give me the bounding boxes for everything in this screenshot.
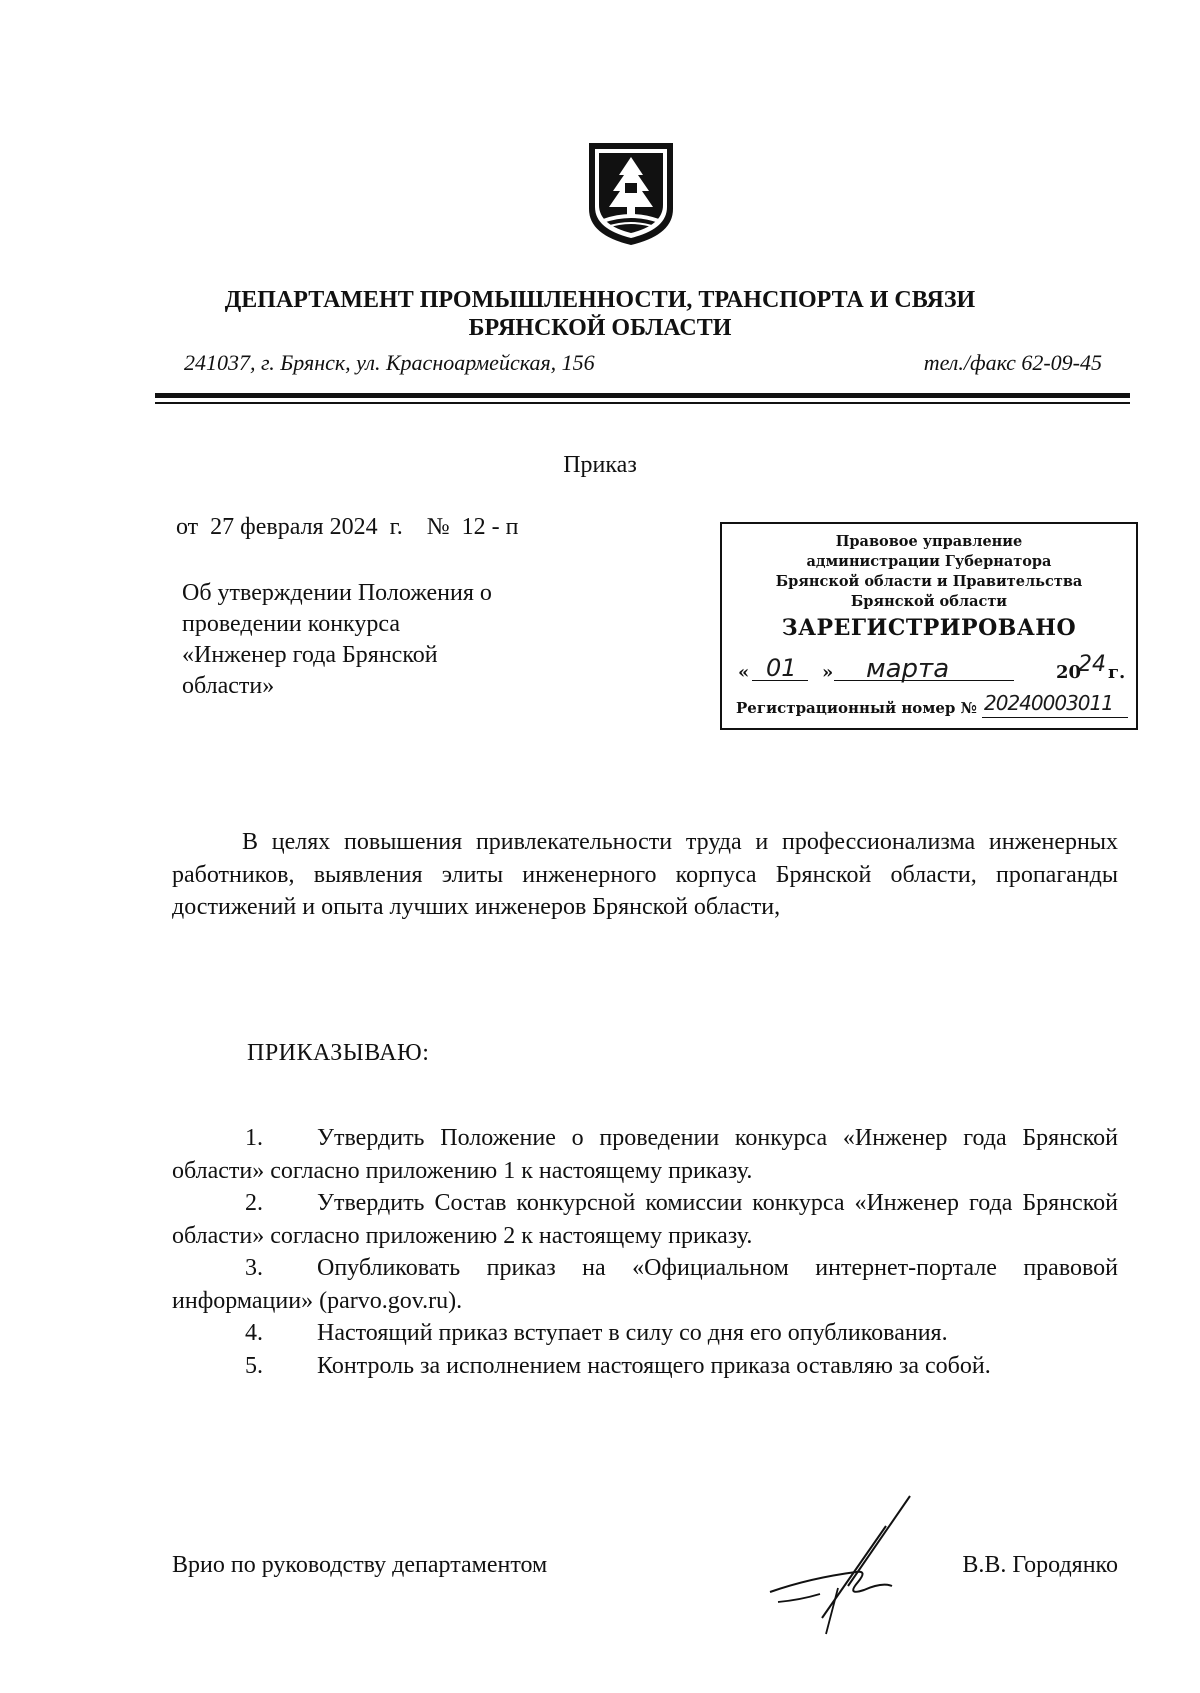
item-number: 2. bbox=[245, 1190, 263, 1216]
stamp-org-line: администрации Губернатора bbox=[806, 553, 1052, 570]
item-number: 5. bbox=[245, 1353, 263, 1379]
subject-line: проведении конкурса bbox=[182, 611, 400, 637]
stamp-org-line: Брянской области и Правительства bbox=[775, 573, 1083, 590]
stamp-reg-label: Регистрационный номер № bbox=[736, 699, 977, 717]
order-item bbox=[172, 1317, 1118, 1350]
department-phone: тел./факс 62-09-45 bbox=[923, 350, 1102, 375]
order-item bbox=[172, 1252, 1118, 1317]
header-divider-thin bbox=[155, 402, 1130, 404]
item-text: Настоящий приказ вступает в силу со дня его опубликования. bbox=[317, 1320, 948, 1346]
item-number: 3. bbox=[245, 1255, 263, 1281]
order-date-number: от 27 февраля 2024 г. № 12 - п bbox=[176, 514, 519, 540]
signer-position: Врио по руководству департаментом bbox=[172, 1552, 548, 1578]
stamp-month-underline bbox=[834, 680, 1014, 681]
stamp-status: ЗАРЕГИСТРИРОВАНО bbox=[781, 615, 1077, 641]
stamp-registration-number bbox=[736, 691, 1128, 723]
stamp-year-prefix: 20 bbox=[1056, 662, 1082, 683]
preamble-paragraph: В целях повышения привлекательности труда и профессионализма инженерных работников, выявления элиты инженерного корпуса Брянской области, пропаганды достижений и опыта лучших инженеров Брянской области, bbox=[172, 829, 1118, 920]
stamp-day-underline bbox=[752, 680, 808, 681]
stamp-date bbox=[736, 654, 1128, 688]
subject-line: «Инженер года Брянской bbox=[182, 642, 438, 668]
stamp-reg-underline bbox=[982, 717, 1128, 718]
stamp-quote-open: « bbox=[738, 662, 750, 683]
signer-name: В.В. Городянко bbox=[962, 1552, 1118, 1578]
order-item bbox=[172, 1350, 1118, 1383]
stamp-reg-number: 20240003011 bbox=[984, 691, 1113, 715]
department-name-line1: ДЕПАРТАМЕНТ ПРОМЫШЛЕННОСТИ, ТРАНСПОРТА И СВЯЗИ bbox=[224, 287, 976, 313]
registration-stamp bbox=[720, 522, 1138, 730]
order-item bbox=[172, 1187, 1118, 1252]
header-divider-thick bbox=[155, 393, 1130, 398]
order-subject bbox=[182, 578, 542, 702]
item-text: Опубликовать приказ на «Официальном интернет-портале правовой информации» (parvo.gov.ru). bbox=[172, 1255, 1118, 1314]
item-text: Утвердить Состав конкурсной комиссии конкурса «Инженер года Брянской области» согласно приложению 2 к настоящему приказу. bbox=[172, 1190, 1118, 1249]
item-text: Контроль за исполнением настоящего приказа оставляю за собой. bbox=[317, 1353, 991, 1379]
directive-heading: ПРИКАЗЫВАЮ: bbox=[247, 1040, 430, 1066]
stamp-year-unit: г. bbox=[1108, 662, 1126, 683]
stamp-org-line: Правовое управление bbox=[835, 533, 1023, 550]
handwritten-signature bbox=[760, 1490, 940, 1640]
stamp-day: 01 bbox=[766, 654, 797, 682]
stamp-org-line: Брянской области bbox=[850, 593, 1008, 610]
item-number: 4. bbox=[245, 1320, 263, 1346]
coat-of-arms-emblem bbox=[585, 139, 677, 249]
order-title: Приказ bbox=[563, 452, 637, 478]
stamp-year-suffix: 24 bbox=[1078, 652, 1106, 677]
stamp-month: марта bbox=[866, 654, 950, 684]
stamp-quote-close: » bbox=[822, 662, 834, 683]
department-name-line2: БРЯНСКОЙ ОБЛАСТИ bbox=[468, 315, 732, 341]
stamp-organization bbox=[722, 532, 1136, 612]
item-number: 1. bbox=[245, 1125, 263, 1151]
order-item bbox=[172, 1122, 1118, 1187]
department-address: 241037, г. Брянск, ул. Красноармейская, 156 bbox=[184, 350, 595, 375]
item-text: Утвердить Положение о проведении конкурса «Инженер года Брянской области» согласно приложению 1 к настоящему приказу. bbox=[172, 1125, 1118, 1184]
subject-line: области» bbox=[182, 673, 275, 699]
subject-line: Об утверждении Положения о bbox=[182, 580, 492, 606]
